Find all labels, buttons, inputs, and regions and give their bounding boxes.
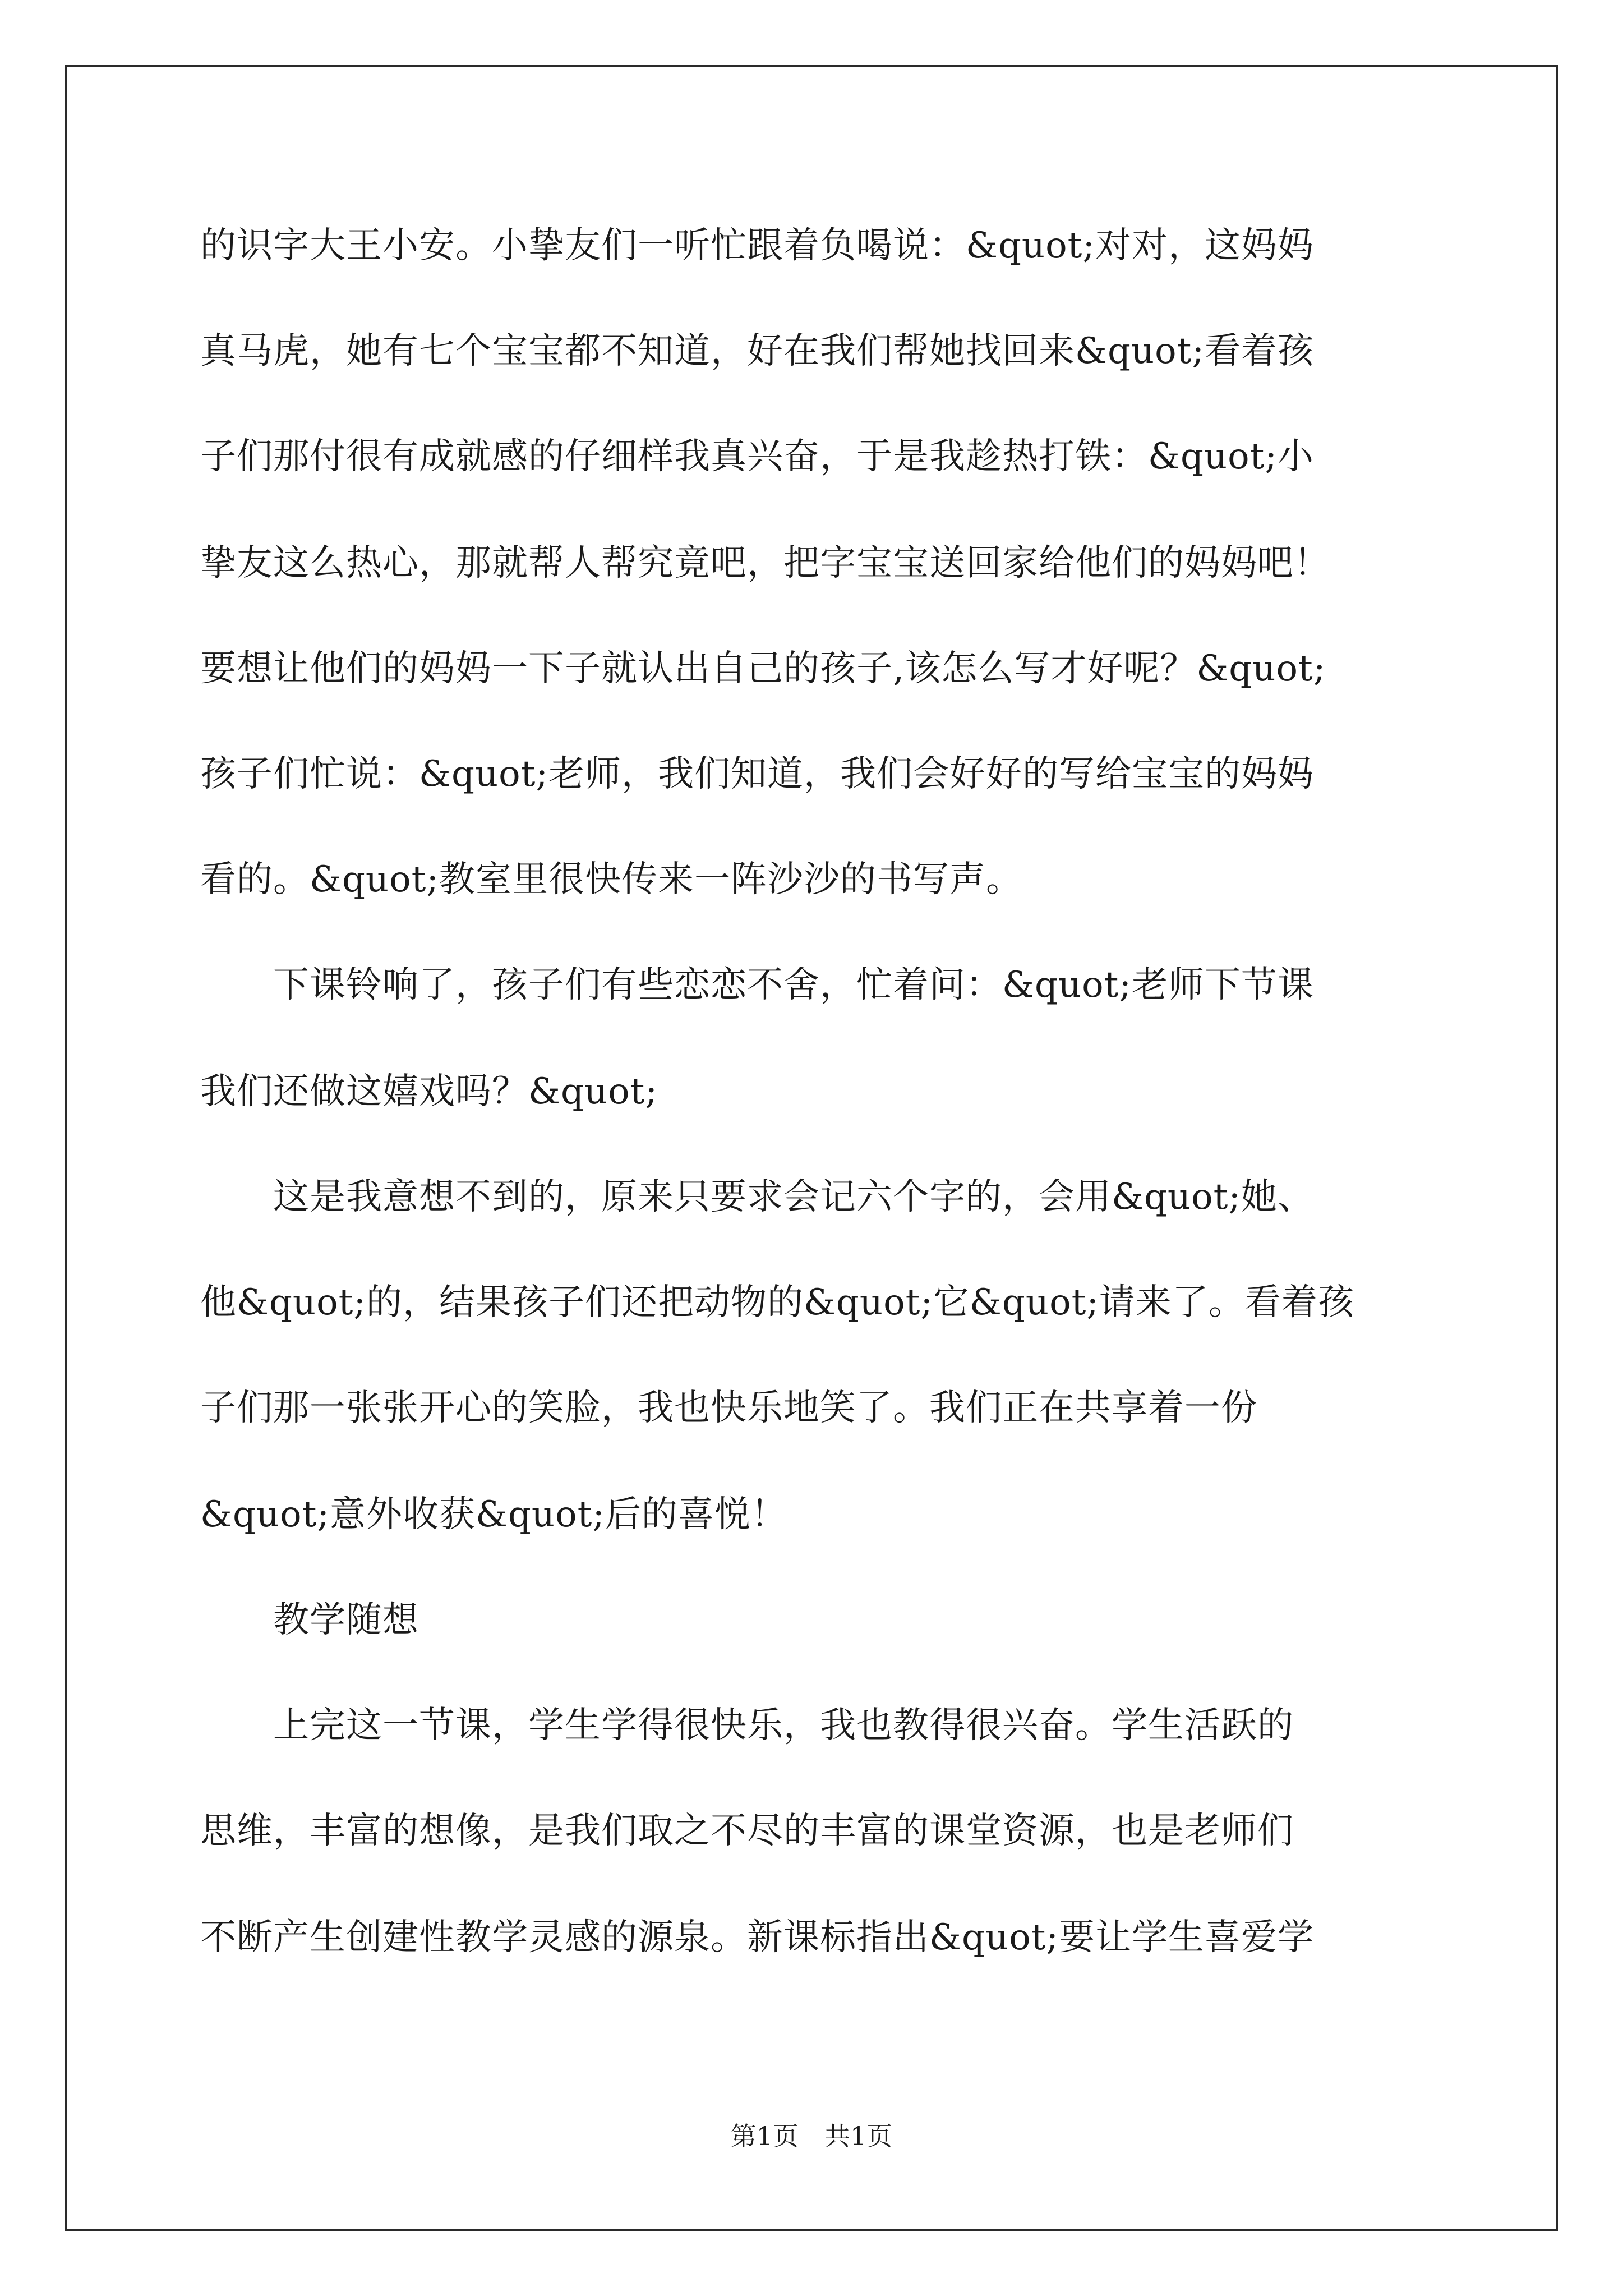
text-line: 我们还做这嬉戏吗？&quot; <box>200 1071 658 1112</box>
text-line: 真马虎，她有七个宝宝都不知道，好在我们帮她找回来&quot;看着孩 <box>200 330 1314 372</box>
text-line: 挚友这么热心，那就帮人帮究竟吧，把字宝宝送回家给他们的妈妈吧！ <box>200 542 1330 584</box>
text-line: 的识字大王小安。小挚友们一听忙跟着负喝说：&quot;对对，这妈妈 <box>200 225 1314 266</box>
page-border <box>65 65 1558 2231</box>
text-line: 思维，丰富的想像，是我们取之不尽的丰富的课堂资源，也是老师们 <box>200 1810 1294 1852</box>
text-line: 上完这一节课，学生学得很快乐，我也教得很兴奋。学生活跃的 <box>200 1705 1294 1746</box>
text-line: 这是我意想不到的，原来只要求会记六个字的，会用&quot;她、 <box>200 1176 1314 1218</box>
section-heading: 教学随想 <box>200 1599 419 1641</box>
text-line: 子们那付很有成就感的仔细样我真兴奋，于是我趁热打铁：&quot;小 <box>200 436 1314 477</box>
text-line: &quot;意外收获&quot;后的喜悦！ <box>200 1494 787 1535</box>
text-line: 不断产生创建性教学灵感的源泉。新课标指出&quot;要让学生喜爱学 <box>200 1917 1314 1958</box>
text-line: 孩子们忙说：&quot;老师，我们知道，我们会好好的写给宝宝的妈妈 <box>200 753 1314 795</box>
text-line: 看的。&quot;教室里很快传来一阵沙沙的书写声。 <box>200 859 1022 900</box>
text-line: 要想让他们的妈妈一下子就认出自己的孩子,该怎么写才好呢？&quot; <box>200 648 1326 689</box>
text-line: 子们那一张张开心的笑脸，我也快乐地笑了。我们正在共享着一份 <box>200 1387 1257 1429</box>
page-number: 第1页 共1页 <box>730 2121 893 2151</box>
text-line: 下课铃响了，孩子们有些恋恋不舍，忙着问：&quot;老师下节课 <box>200 964 1314 1006</box>
text-line: 他&quot;的，结果孩子们还把动物的&quot;它&quot;请来了。看着孩 <box>200 1282 1354 1323</box>
page-footer <box>0 2119 1623 2153</box>
